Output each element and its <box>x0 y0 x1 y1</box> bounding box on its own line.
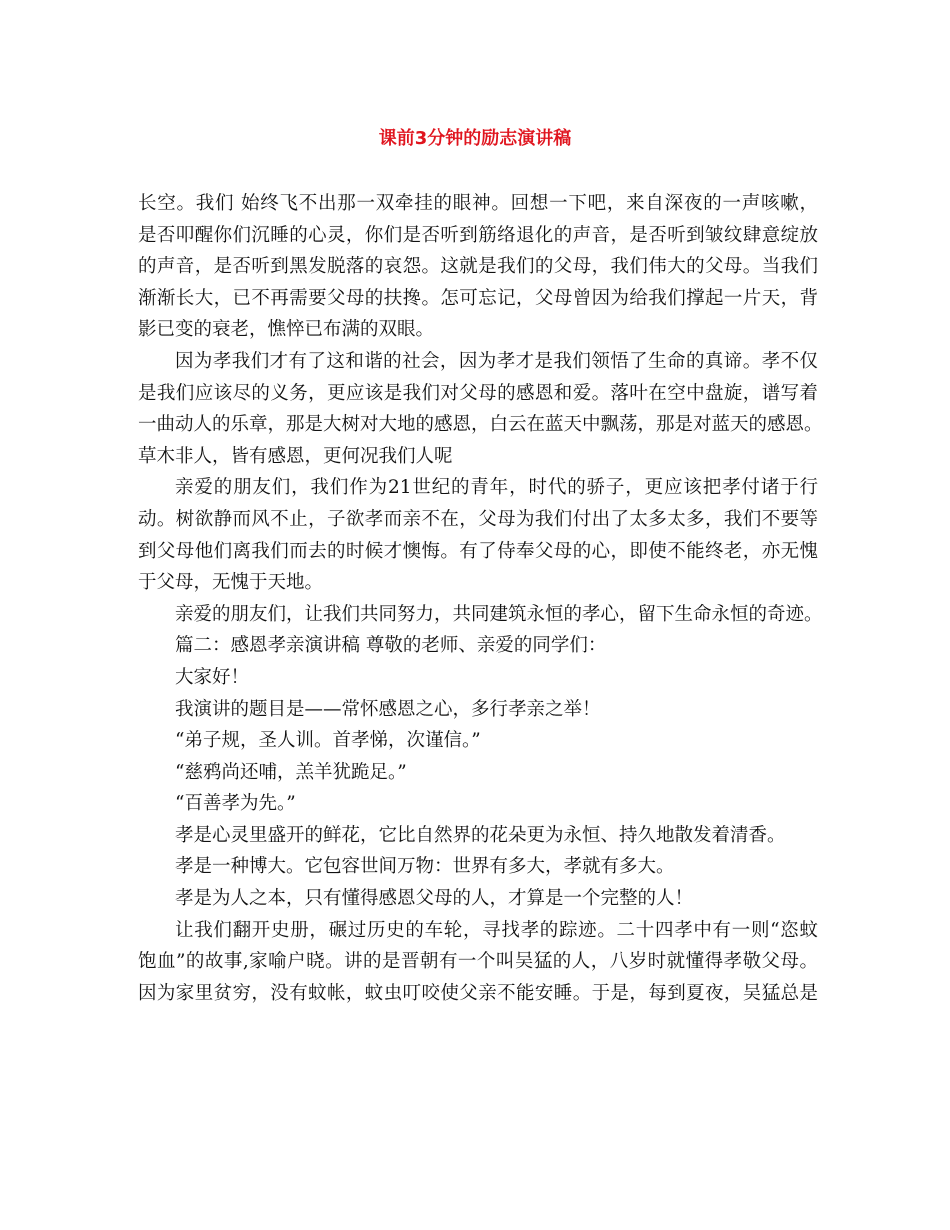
text-line: 因为家里贫穷，没有蚊帐，蚊虫叮咬使父亲不能安睡。于是，每到夏夜，吴猛总是 <box>138 982 818 1004</box>
text-line: 孝是一种博大。它包容世间万物：世界有多大，孝就有多大。 <box>175 856 675 878</box>
text-line: 是我们应该尽的义务，更应该是我们对父母的感恩和爱。落叶在空中盘旋，谱写着 <box>138 382 818 404</box>
text-line: 亲爱的朋友们，让我们共同努力，共同建筑永恒的孝心，留下生命永恒的奇迹。 <box>175 603 823 625</box>
text-line: 亲爱的朋友们，我们作为21世纪的青年，时代的骄子，更应该把孝付诸于行 <box>175 477 818 499</box>
text-line: 孝是为人之本，只有懂得感恩父母的人，才算是一个完整的人！ <box>175 888 694 910</box>
text-line: 饱血”的故事,家喻户晓。讲的是晋朝有一个叫吴猛的人，八岁时就懂得孝敬父母。 <box>138 951 818 973</box>
text-line: 大家好！ <box>175 666 250 688</box>
text-line: 篇二：感恩孝亲演讲稿 尊敬的老师、亲爱的同学们： <box>175 635 607 657</box>
text-line: 长空。我们 始终飞不出那一双牵挂的眼神。回想一下吧，来自深夜的一声咳嗽， <box>138 193 818 214</box>
text-line: “慈鸦尚还哺，羔羊犹跪足。” <box>175 761 407 783</box>
text-line: 一曲动人的乐章，那是大树对大地的感恩，白云在蓝天中飘荡，那是对蓝天的感恩。 <box>138 414 823 436</box>
text-line: 的声音，是否听到黑发脱落的哀怨。这就是我们的父母，我们伟大的父母。当我们 <box>138 256 818 278</box>
document-title: 课前3分钟的励志演讲稿 <box>378 128 572 149</box>
text-line: 因为孝我们才有了这和谐的社会，因为孝才是我们领悟了生命的真谛。孝不仅 <box>175 350 818 372</box>
text-line: 于父母，无愧于天地。 <box>138 572 324 594</box>
text-line: “百善孝为先。” <box>175 793 296 815</box>
text-line: 动。树欲静而风不止，子欲孝而亲不在，父母为我们付出了太多太多，我们不要等 <box>138 508 818 530</box>
text-line: “弟子规，圣人训。首孝悌，次谨信。” <box>175 730 481 752</box>
text-line: 让我们翻开史册，碾过历史的车轮，寻找孝的踪迹。二十四孝中有一则“恣蚊 <box>175 919 818 941</box>
text-line: 孝是心灵里盛开的鲜花，它比自然界的花朵更为永恒、持久地散发着清香。 <box>175 824 786 846</box>
text-line: 渐渐长大，已不再需要父母的扶搀。怎可忘记，父母曾因为给我们撑起一片天，背 <box>138 287 818 309</box>
text-line: 到父母他们离我们而去的时候才懊悔。有了侍奉父母的心，即使不能终老，亦无愧 <box>138 540 818 562</box>
text-line: 我演讲的题目是——常怀感恩之心，多行孝亲之举！ <box>175 698 601 720</box>
text-line: 影已变的衰老，憔悴已布满的双眼。 <box>138 319 435 341</box>
document-body <box>138 188 823 1009</box>
text-line: 草木非人，皆有感恩，更何况我们人呢 <box>138 445 453 467</box>
text-line: 是否叩醒你们沉睡的心灵，你们是否听到筋络退化的声音，是否听到皱纹肆意绽放 <box>138 224 818 246</box>
